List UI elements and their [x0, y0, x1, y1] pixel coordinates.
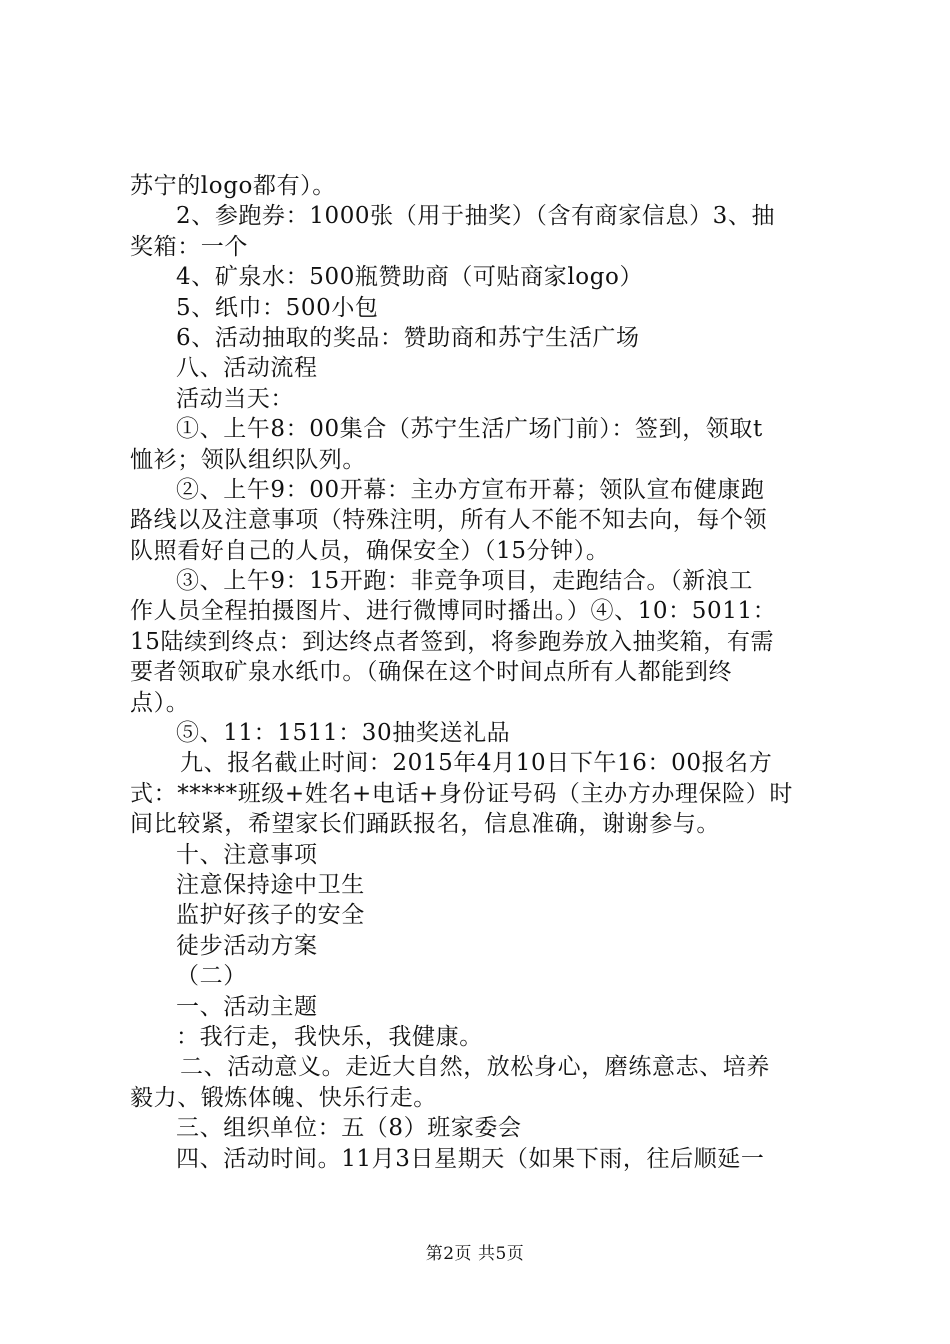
text-line: 作人员全程拍摄图片、进行微博同时播出。）④、10：5011： [130, 598, 777, 625]
text-line: 注意保持途中卫生 [176, 871, 365, 898]
text-line: 5、纸巾：500小包 [176, 294, 379, 321]
text-line: 15陆续到终点：到达终点者签到，将参跑券放入抽奖箱，有需 [130, 628, 775, 655]
text-line: 6、活动抽取的奖品：赞助商和苏宁生活广场 [176, 324, 640, 351]
section-heading: 九、报名截止时间：2015年4月10日下午16：00报名方 [180, 750, 773, 777]
text-line: 2、参跑券：1000张（用于抽奖）（含有商家信息）3、抽 [176, 203, 776, 230]
document-body [130, 171, 832, 1174]
text-line: 恤衫；领队组织队列。 [130, 446, 366, 473]
text-line: 点）。 [130, 689, 190, 716]
text-line: 间比较紧，希望家长们踊跃报名，信息准确，谢谢参与。 [130, 811, 720, 838]
text-line: 式：*****班级+姓名+电话+身份证号码（主办方办理保险）时 [130, 780, 793, 807]
text-line: ：我行走，我快乐，我健康。 [176, 1023, 483, 1050]
text-line: 要者领取矿泉水纸巾。（确保在这个时间点所有人都能到终 [130, 659, 733, 686]
section-heading: 二、活动意义。走近大自然，放松身心，磨练意志、培养 [180, 1054, 770, 1081]
section-heading: 三、组织单位：五（8）班家委会 [176, 1115, 522, 1142]
text-line: （二） [176, 963, 247, 990]
text-line: 队照看好自己的人员，确保安全）（15分钟）。 [130, 537, 610, 564]
text-line: 监护好孩子的安全 [176, 902, 365, 929]
text-line: ②、上午9：00开幕：主办方宣布开幕；领队宣布健康跑 [176, 476, 765, 503]
text-line: 活动当天： [176, 385, 294, 412]
section-heading: 四、活动时间。11月3日星期天（如果下雨，往后顺延一 [176, 1145, 765, 1172]
text-line: ③、上午9：15开跑：非竞争项目，走跑结合。（新浪工 [176, 568, 753, 595]
text-line: 奖箱：一个 [130, 233, 248, 260]
section-heading: 一、活动主题 [176, 993, 318, 1020]
text-line: ①、上午8：00集合（苏宁生活广场门前）：签到，领取t [176, 416, 763, 443]
page-footer: 第2页 共5页 [425, 1244, 525, 1264]
text-line: ⑤、11：1511：30抽奖送礼品 [176, 720, 511, 747]
document-subtitle: 徒步活动方案 [176, 932, 318, 959]
text-line: 毅力、锻炼体魄、快乐行走。 [130, 1084, 437, 1111]
text-line: 路线以及注意事项（特殊注明，所有人不能不知去向，每个领 [130, 507, 768, 534]
section-heading: 十、注意事项 [176, 841, 318, 868]
section-heading: 八、活动流程 [176, 355, 318, 382]
text-line: 苏宁的logo都有）。 [130, 173, 336, 199]
text-line: 4、矿泉水：500瓶赞助商（可贴商家logo） [176, 264, 644, 291]
